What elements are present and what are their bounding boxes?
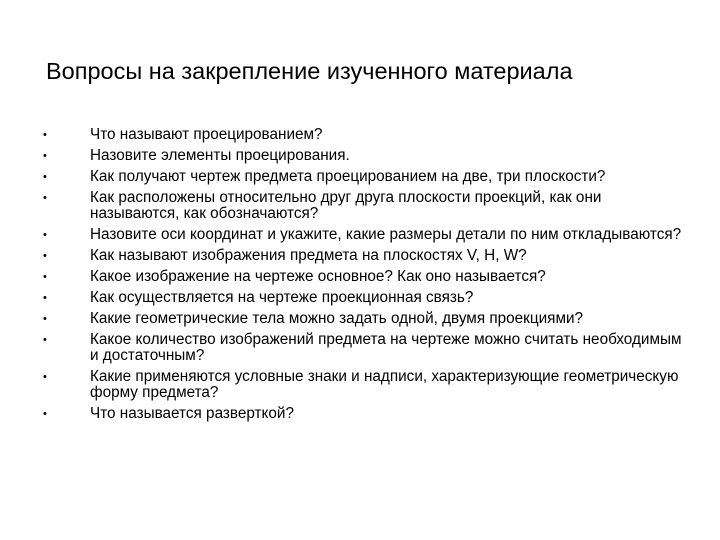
bullet-icon: • <box>43 171 47 183</box>
bullet-icon: • <box>43 192 47 204</box>
bullet-icon: • <box>43 371 47 383</box>
question-item <box>0 311 690 327</box>
question-item <box>0 248 690 264</box>
bullet-icon: • <box>43 250 47 262</box>
question-item <box>0 169 690 185</box>
question-text: Как осуществляется на чертеже проекционная связь? <box>90 289 474 306</box>
bullet-icon: • <box>43 271 47 283</box>
question-text: Как называют изображения предмета на плоскостях V, H, W? <box>90 247 527 264</box>
question-item <box>0 190 690 222</box>
question-item <box>0 227 690 243</box>
question-item <box>0 332 690 364</box>
question-list <box>0 127 720 427</box>
question-text: Назовите оси координат и укажите, какие размеры детали по ним откладываются? <box>90 226 682 243</box>
question-text: Какие геометрические тела можно задать одной, двумя проекциями? <box>90 310 584 327</box>
question-item <box>0 148 690 164</box>
question-text: Какие применяются условные знаки и надписи, характеризующие геометрическую форму предмета? <box>90 368 679 401</box>
bullet-icon: • <box>43 292 47 304</box>
question-text: Как расположены относительно друг друга плоскости проекций, как они называются, как обозначаются? <box>90 189 602 222</box>
slide-title: Вопросы на закрепление изученного материала <box>46 58 573 84</box>
bullet-icon: • <box>43 150 47 162</box>
bullet-icon: • <box>43 334 47 346</box>
question-text: Назовите элементы проецирования. <box>90 147 350 164</box>
question-text: Какое количество изображений предмета на чертеже можно считать необходимым и достаточным? <box>90 331 682 364</box>
question-item <box>0 127 690 143</box>
question-text: Какое изображение на чертеже основное? Как оно называется? <box>90 268 546 285</box>
bullet-icon: • <box>43 313 47 325</box>
question-text: Что называется разверткой? <box>90 405 294 422</box>
bullet-icon: • <box>43 229 47 241</box>
question-item <box>0 269 690 285</box>
question-item <box>0 369 690 401</box>
question-text: Что называют проецированием? <box>90 126 323 143</box>
question-item <box>0 406 690 422</box>
bullet-icon: • <box>43 129 47 141</box>
question-text: Как получают чертеж предмета проецированием на две, три плоскости? <box>90 168 606 185</box>
bullet-icon: • <box>43 408 47 420</box>
question-item <box>0 290 690 306</box>
